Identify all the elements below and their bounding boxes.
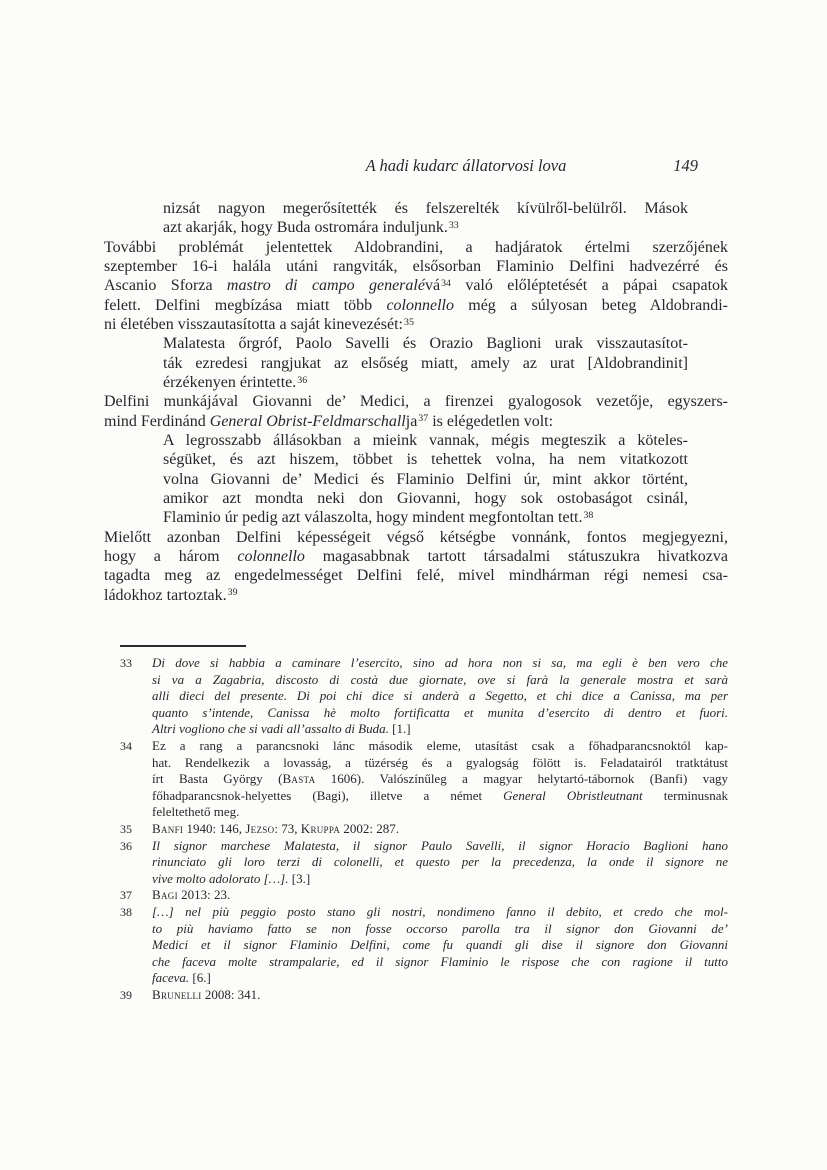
text-line: A legrosszabb állásokban a mieink vannak, mégis megteszik a köteles- xyxy=(163,431,688,449)
footnote-number: 37 xyxy=(120,888,132,903)
text-line: feleltethető meg. xyxy=(152,804,240,820)
footnote-text xyxy=(152,904,728,987)
footnote-marker: 37 xyxy=(418,413,429,425)
text-line: Ascanio Sforza mastro di campo generalévá$^{34}$ való előléptetését a pápai csapatok xyxy=(104,277,729,295)
text-line: si va a Zagabria, discosto di costà due giornate, ove si farà la generale mostra et sarà xyxy=(152,671,728,687)
footnote-number: 35 xyxy=(120,821,132,836)
text-line: Delfini munkájával Giovanni de’ Medici, a firenzei gyalogosok vezetője, egyszers- xyxy=(104,393,728,411)
text-line: tagadta meg az engedelmességet Delfini felé, mivel mindhárman régi nemesi csa- xyxy=(104,567,728,585)
footnote-marker: 34 xyxy=(441,277,451,289)
text-line: vive molto adolorato […]. [3.] xyxy=(152,870,311,886)
footnote-text xyxy=(152,838,728,888)
footnote-item xyxy=(120,887,728,904)
text-line: Flaminio úr pedig azt válaszolta, hogy mindent megfontoltan tett.$^{38}$ xyxy=(163,509,594,527)
block-quote xyxy=(163,334,688,392)
text-line: ták ezredesi rangjukat az elsőség miatt, amely az urat [Aldobrandinit] xyxy=(163,354,688,372)
text-line: Altri vogliono che si vadi all’assalto di Buda. [1.] xyxy=(152,721,411,737)
footnote-number: 33 xyxy=(120,656,132,670)
text-line: Brunelli 2008: 341. xyxy=(152,986,261,1002)
footnote-text xyxy=(152,887,728,904)
footnote-marker: 38 xyxy=(583,509,594,521)
text-line: […] nel più peggio posto stano gli nostri, nondimeno fanno il debito, et credo che mol- xyxy=(152,903,728,919)
text-line: Il signor marchese Malatesta, il signor Paulo Savelli, il signor Horacio Baglioni hano xyxy=(152,837,728,853)
text-line: További problémát jelentettek Aldobrandini, a hadjáratok értelmi szerzőjének xyxy=(104,238,728,256)
text-line: felett. Delfini megbízása miatt több colonnello még a súlyosan beteg Aldobrandi- xyxy=(104,296,728,314)
footnote-item xyxy=(120,655,728,738)
paragraph xyxy=(104,392,728,431)
text-line: Mielőtt azonban Delfini képességeit végső kétségbe vonnánk, fontos megjegyezni, xyxy=(104,528,728,546)
footnote-number: 38 xyxy=(120,904,132,919)
footnote-number: 39 xyxy=(120,987,132,1002)
text-line: írt Basta György (Basta 1606). Valószínűleg a magyar helytartó-tábornok (Banfi) vagy xyxy=(152,771,728,787)
text-line: quanto s’intende, Canissa hè molto fortificatta et munita d’esercito di dentro et fuori. xyxy=(152,704,728,720)
footnote-text xyxy=(152,987,728,1004)
footnote-list xyxy=(120,655,728,1003)
text-line: Malatesta őrgróf, Paolo Savelli és Orazio Baglioni urak visszautasítot- xyxy=(163,335,688,353)
text-line: Medici et il signor Flaminio Delfini, come fu quandi gli dise il signore don Giovanni xyxy=(152,937,728,953)
footnote-text xyxy=(152,738,728,821)
text-line: Ez a rang a parancsnoki lánc második eleme, utasítást csak a főhadparancsnoktól kap- xyxy=(152,737,728,753)
text-line: che faceva molte strampalarie, ed il signor Flaminio le rispose che con ragione il tutto xyxy=(152,953,728,969)
text-line: to più haviamo fatto se non fosse occorso parolla tra il signor don Giovanni de’ xyxy=(152,920,728,936)
text-line: nizsát nagyon megerősítették és felszerelték kívülről-belülről. Mások xyxy=(163,200,688,217)
footnote-item xyxy=(120,987,728,1004)
footnote-marker: 33 xyxy=(448,219,459,231)
footnotes xyxy=(120,645,728,1003)
text-line: faceva. [6.] xyxy=(152,970,211,986)
footnote-marker: 35 xyxy=(404,316,414,328)
footnote-number: 34 xyxy=(120,738,132,753)
text-line: szeptember 16-i halála utáni rangviták, elsősorban Flaminio Delfini hadvezérré és xyxy=(104,257,728,275)
footnote-item xyxy=(120,904,728,987)
running-head xyxy=(104,156,728,178)
text-line: hogy a három colonnello magasabbnak tartott társadalmi státuszukra hivatkozva xyxy=(104,547,728,565)
text-line: rinunciato gli loro terzi di colonelli, et questo per la precedenza, la onde il signore ne xyxy=(152,854,728,870)
footnote-marker: 36 xyxy=(297,374,308,386)
block-quote xyxy=(163,431,688,528)
footnote-text xyxy=(152,655,728,738)
footnote-item xyxy=(120,821,728,838)
text-line: ségüket, és azt hiszem, többet is tehettek volna, ha nem vitatkozott xyxy=(163,451,688,469)
text-line: alli dieci del presente. Di poi chi dice si anderà a Segetto, et chi dice a Canissa, ma per xyxy=(152,688,728,704)
text-line: Bagi 2013: 23. xyxy=(152,887,231,903)
body-text xyxy=(104,199,728,605)
running-head-title: A hadi kudarc állatorvosi lova xyxy=(365,156,567,175)
text-line: ni életében visszautasította a saját kinevezését:$^{35}$ xyxy=(104,315,414,333)
page-number: 149 xyxy=(673,156,698,175)
text-line: főhadparancsnok-helyettes (Bagi), illetve a német General Obristleutnant terminusnak xyxy=(152,787,729,803)
footnote-text xyxy=(152,821,728,838)
footnote-item xyxy=(120,838,728,888)
paragraph xyxy=(104,238,728,335)
text-line: volna Giovanni de’ Medici és Flaminio Delfini úr, mint akkor történt, xyxy=(163,470,688,488)
text-line: Banfi 1940: 146, Jezso: 73, Kruppa 2002: 287. xyxy=(152,820,399,836)
text-line: ládokhoz tartoztak.$^{39}$ xyxy=(104,586,238,604)
footnote-item xyxy=(120,738,728,821)
text-line: azt akarják, hogy Buda ostromára induljunk.$^{33}$ xyxy=(163,219,459,237)
text-line: Di dove si habbia a caminare l’esercito, sino ad hora non si sa, ma egli è ben vero che xyxy=(152,655,728,670)
footnote-number: 36 xyxy=(120,838,132,853)
text-line: mind Ferdinánd General Obrist-Feldmarschallja$^{37}$ is elégedetlen volt: xyxy=(104,412,554,430)
text-line: érzékenyen érintette.$^{36}$ xyxy=(163,373,308,391)
text-line: hat. Rendelkezik a lovasság, a tüzérség és a gyalogság fölött is. Feladatairól tratktátust xyxy=(152,754,728,770)
paragraph xyxy=(104,528,728,605)
footnote-marker: 39 xyxy=(227,587,238,599)
block-quote xyxy=(163,199,688,238)
footnote-separator xyxy=(120,645,246,647)
text-line: amikor azt mondta neki don Giovanni, hogy sok ostobaságot csinál, xyxy=(163,489,688,507)
